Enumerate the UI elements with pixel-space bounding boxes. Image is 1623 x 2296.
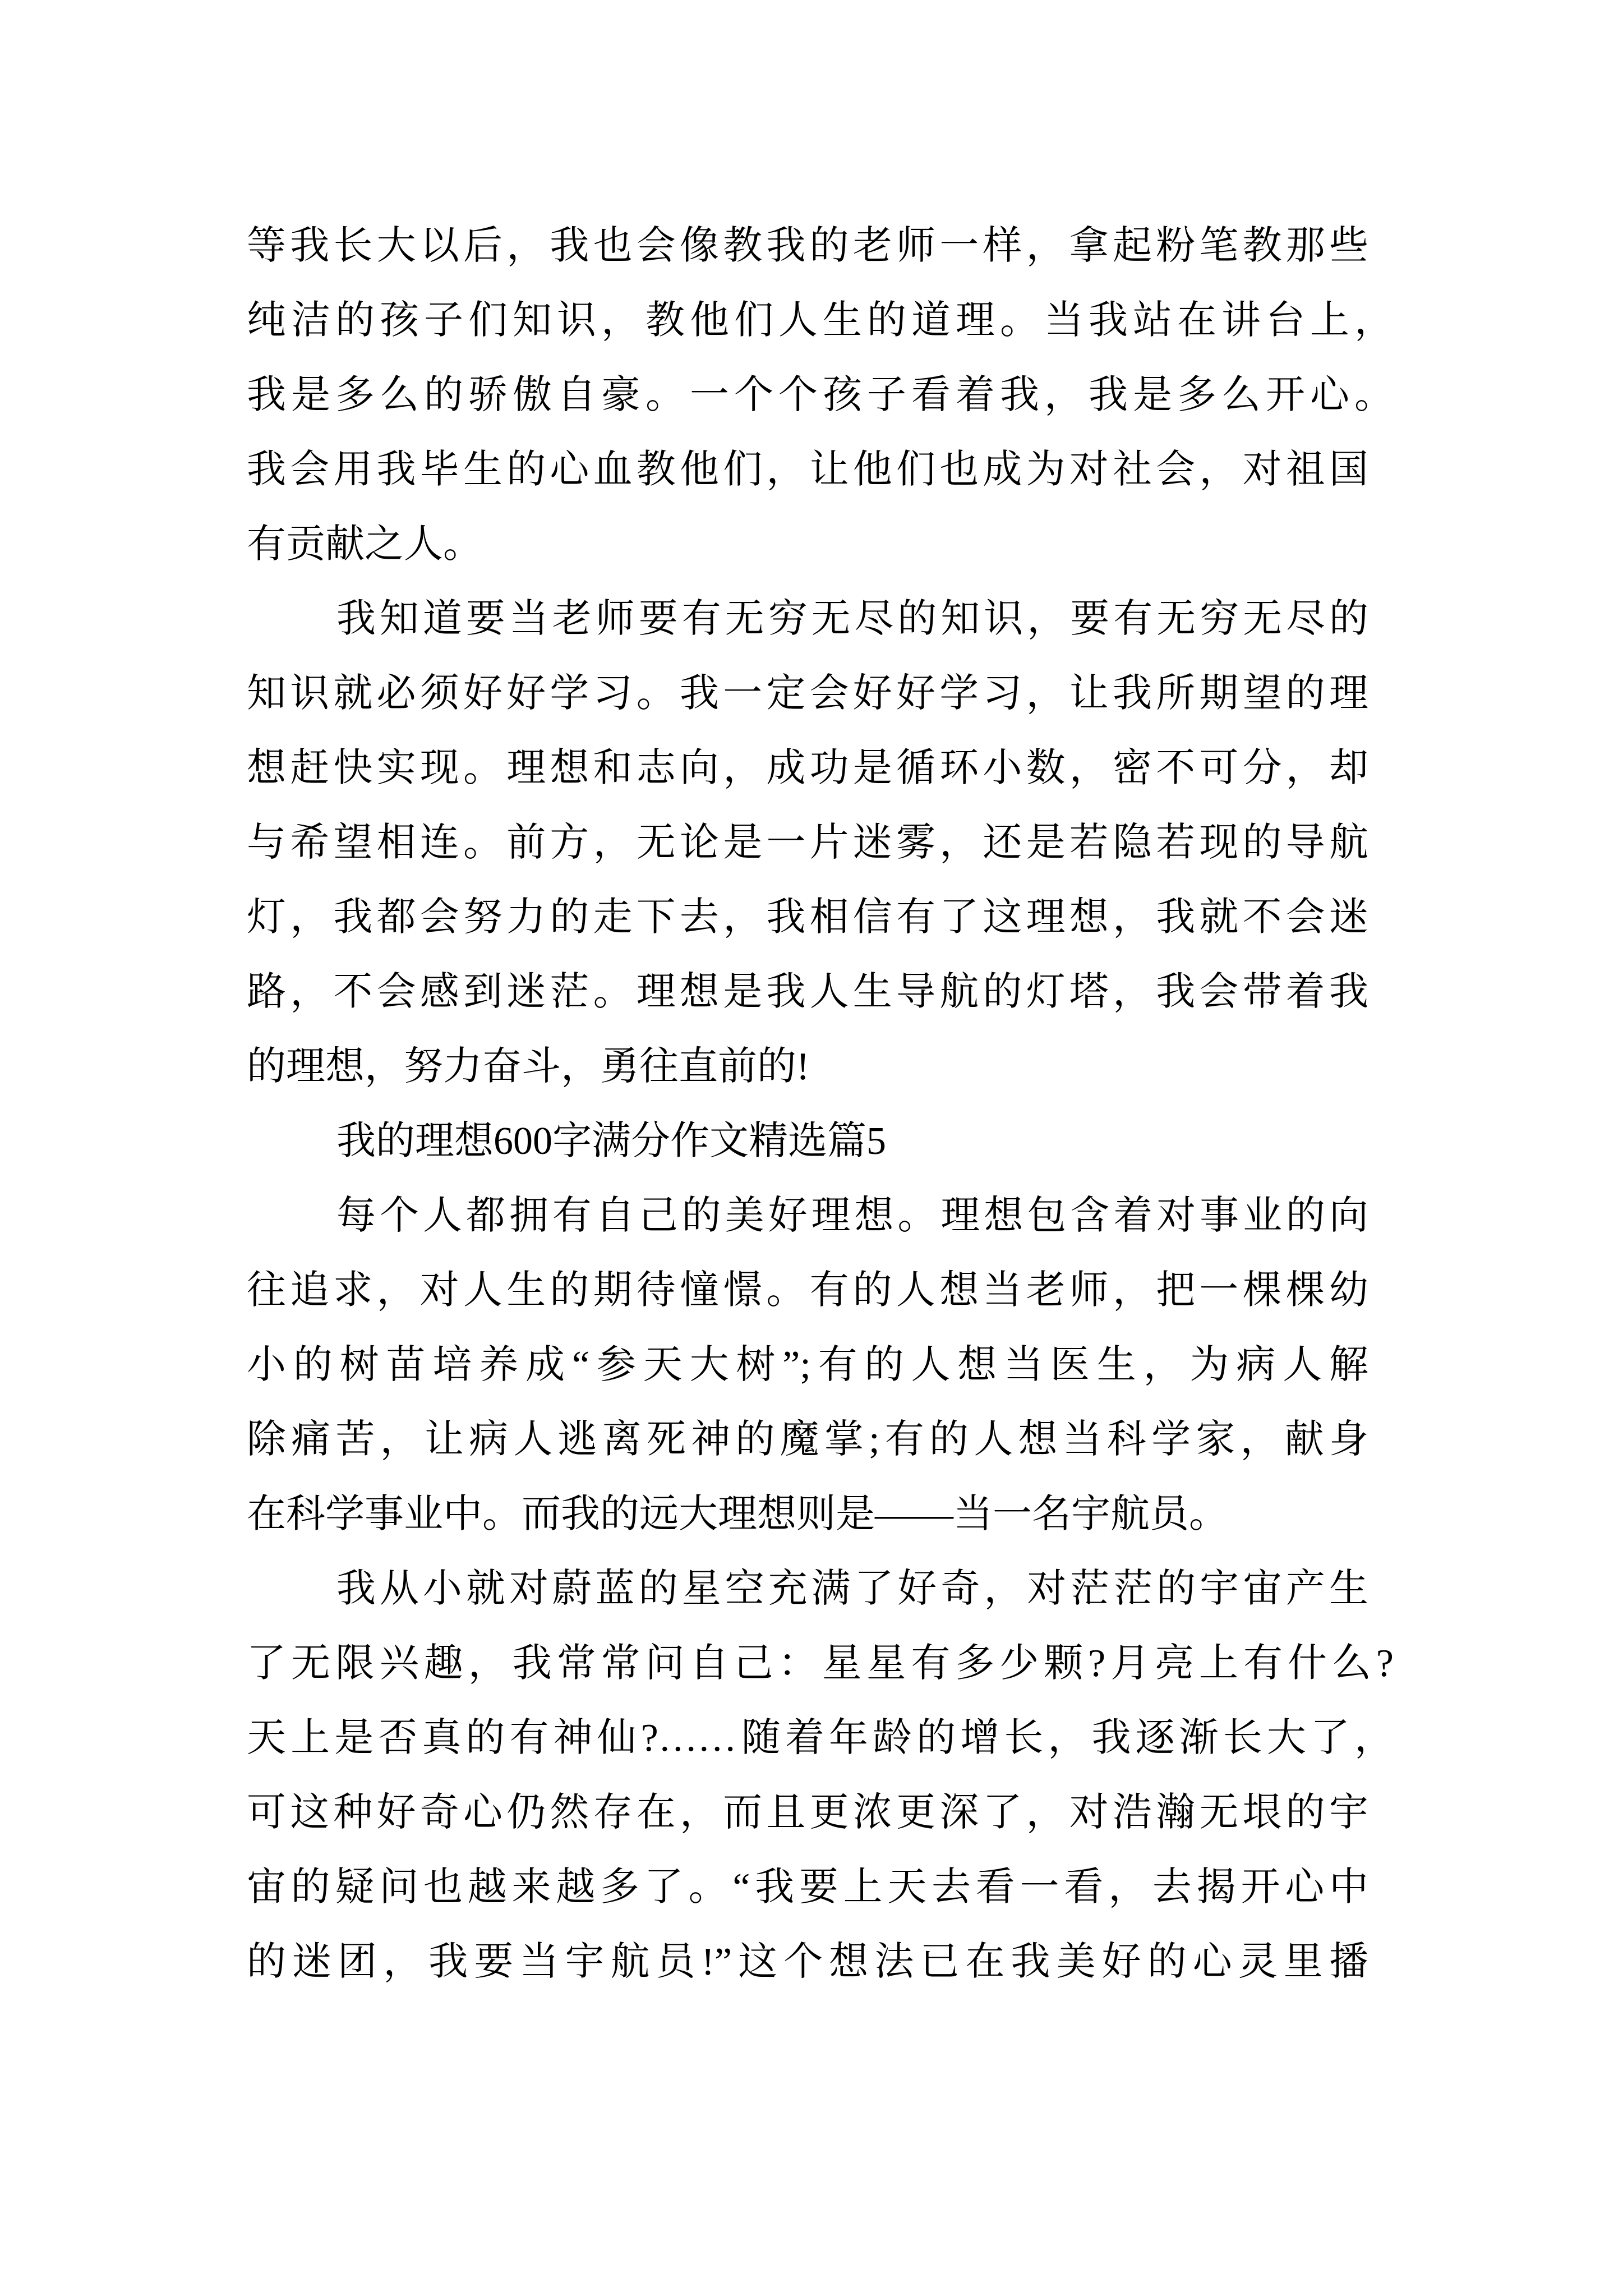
text-line: 的理想，努力奋斗，勇往直前的!	[247, 1045, 810, 1088]
text-line: 我从小就对蔚蓝的星空充满了好奇，对茫茫的宇宙产生	[336, 1567, 1368, 1611]
text-line: 等我长大以后，我也会像教我的老师一样，拿起粉笔教那些	[247, 224, 1368, 268]
text-line: 往追求，对人生的期待憧憬。有的人想当老师，把一棵棵幼	[247, 1269, 1368, 1312]
text-line: 的迷团，我要当宇航员!”这个想法已在我美好的心灵里播	[247, 1940, 1368, 1984]
text-line: 与希望相连。前方，无论是一片迷雾，还是若隐若现的导航	[247, 821, 1368, 864]
text-line: 有贡献之人。	[247, 523, 482, 566]
heading-line: 我的理想600字满分作文精选篇5	[336, 1120, 886, 1163]
text-line: 小的树苗培养成“参天大树”;有的人想当医生，为病人解	[247, 1343, 1368, 1387]
text-line: 纯洁的孩子们知识，教他们人生的道理。当我站在讲台上，	[247, 299, 1394, 342]
body-text	[247, 209, 1394, 1999]
text-line: 在科学事业中。而我的远大理想则是——当一名宇航员。	[247, 1493, 1228, 1536]
paragraph	[247, 582, 1394, 1104]
paragraph	[247, 1552, 1394, 1999]
section-heading	[247, 1104, 1394, 1179]
paragraph	[247, 209, 1394, 582]
text-line: 我会用我毕生的心血教他们，让他们也成为对社会，对祖国	[247, 448, 1368, 491]
paragraph	[247, 1179, 1394, 1552]
text-line: 知识就必须好好学习。我一定会好好学习，让我所期望的理	[247, 672, 1368, 715]
text-line: 我知道要当老师要有无穷无尽的知识，要有无穷无尽的	[336, 597, 1368, 641]
text-line: 我是多么的骄傲自豪。一个个孩子看着我，我是多么开心。	[247, 374, 1394, 417]
text-line: 想赶快实现。理想和志向，成功是循环小数，密不可分，却	[247, 747, 1368, 790]
text-line: 天上是否真的有神仙?……随着年龄的增长，我逐渐长大了，	[247, 1717, 1394, 1760]
text-line: 宙的疑问也越来越多了。“我要上天去看一看，去揭开心中	[247, 1866, 1368, 1909]
text-line: 每个人都拥有自己的美好理想。理想包含着对事业的向	[336, 1194, 1368, 1237]
text-line: 路，不会感到迷茫。理想是我人生导航的灯塔，我会带着我	[247, 970, 1368, 1014]
text-line: 了无限兴趣，我常常问自己：星星有多少颗?月亮上有什么?	[247, 1642, 1394, 1685]
text-line: 灯，我都会努力的走下去，我相信有了这理想，我就不会迷	[247, 896, 1368, 939]
text-line: 可这种好奇心仍然存在，而且更浓更深了，对浩瀚无垠的宇	[247, 1791, 1368, 1834]
text-line: 除痛苦，让病人逃离死神的魔掌;有的人想当科学家，献身	[247, 1418, 1368, 1461]
